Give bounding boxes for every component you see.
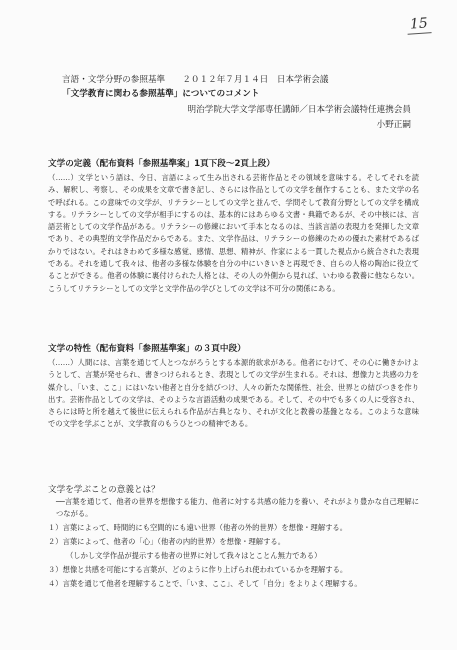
author-name: 小野正嗣 (376, 120, 411, 130)
significance-item-2: ２）言葉によって、他者の「心」（他者の内的世界）を想像・理解する。 (48, 536, 285, 546)
significance-intro: ──言葉を通じて、他者の世界を想像する能力、他者に対する共感の能力を養い、それがより豊かな自己理解につながる。 (56, 497, 419, 519)
significance-item-3: ３）想像と共感を可能にする言葉が、どのように作り上げられ使われているかを理解する。 (48, 564, 348, 574)
section-definition-body: （……）文学という語は、今日、言語によって生み出される芸術作品とその領域を意味する。そしてそれを読み、解釈し、考察し、その成果を文章で書き記し、さらには作品としての文学を創作することも、また文学の名で呼ばれる。この意味での文学が、リテラシーとしての文学と並んで、学問そして教育分野としての文学を構成する。リテラシーとしての文学が相手にするのは、基本的にはあらゆる文書・典籍であるが、その中核には、言語芸術としての文学作品がある。リテラシーの修練において手本となるのは、当該言語の表現力を発揮した文章であり、その典型的文学作品だからである。また、文学作品は、リテラシーの修練のための優れた素材であるばかりではない。それはきわめて多様な感覚、感情、思想、精神が、作家による一貫した視点から統合された表現である。それを通して我々は、他者の多様な体験を自分の中にいきいきと再現でき、自らの人格の陶冶に役立てることができる。他者の体験に裏付けられた人格とは、その人の外側から見れば、いわゆる教養に他ならない。こうしてリテラシーとしての文学と文学作品の学びとしての文学は不可分の関係にある。 (48, 173, 419, 293)
significance-item-4: ４）言葉を通じて他者を理解することで、「いま、ここ」、そして「自分」をよりよく理解する。 (48, 578, 362, 588)
significance-note: （しかし文学作品が提示する他者の世界に対して我々はとことん無力である） (66, 550, 322, 560)
section-characteristics (48, 343, 419, 431)
document-title: 「文学教育に関わる参照基準」についてのコメント (62, 89, 260, 99)
header-meeting-line: 言語・文学分野の参照基準 ２０１２年７月１４日 日本学術会議 (62, 75, 329, 85)
section-characteristics-heading: 文学の特性（配布資料「参照基準案」の３頁中段） (48, 344, 246, 354)
section-definition-heading: 文学の定義（配布資料「参照基準案」1頁下段～2頁上段） (48, 159, 275, 169)
page-number: 15 (407, 15, 432, 35)
section-significance (48, 484, 419, 591)
author-affiliation: 明治学院大学文学部専任講師／日本学術会議特任連携会員 (187, 105, 411, 115)
section-significance-heading: 文学を学ぶことの意義とは？ (48, 485, 160, 495)
section-characteristics-body: （……）人間には、言葉を通じて人とつながろうとする本源的欲求がある。他者にむけて、その心に働きかけようとして、言葉が発せられ、書きつけられるとき、表現としての文学が生まれる。それは、想像力と共感の力を媒介し、「いま、ここ」にはいない他者と自分を結びつけ、人々の新たな関係性、社会、世界との結びつきを作り出す。芸術作品としての文学は、そのような言語活動の成果である。そして、その中でも多くの人に受容され、さらには時と所を越えて後世に伝えられる作品が古典となり、それが文化と教養の基盤となる。このような意味での文学を学ぶことが、文学教育のもうひとつの精神である。 (48, 358, 419, 429)
significance-item-1: １）言葉によって、時間的にも空間的にも遠い世界（他者の外的世界）を想像・理解する。 (48, 522, 348, 532)
section-definition (48, 158, 419, 295)
